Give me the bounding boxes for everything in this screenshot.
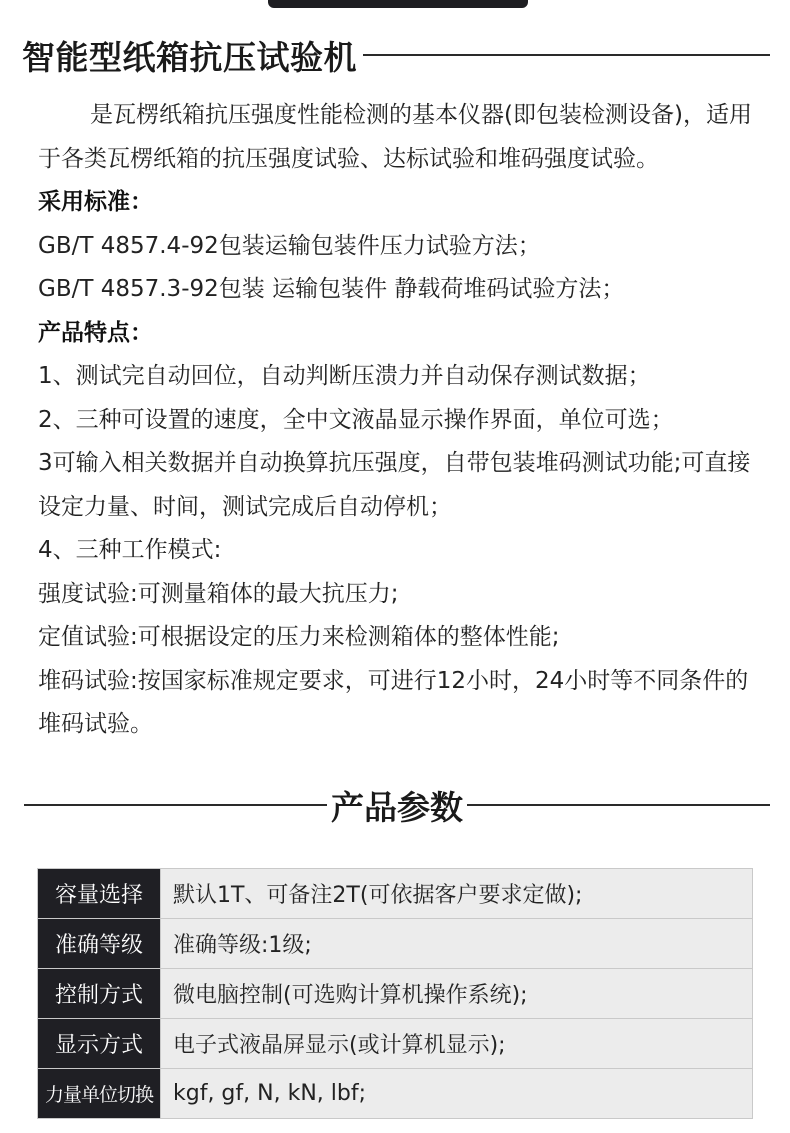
- feature-item: 4、三种工作模式:: [38, 537, 222, 563]
- feature-item: 3可输入相关数据并自动换算抗压强度，自带包装堆码测试功能;可直接设定力量、时间，测试完成后自动停机；: [38, 450, 751, 520]
- spec-value: kgf, gf, N, kN, lbf;: [161, 1069, 753, 1119]
- table-row: [38, 1019, 753, 1069]
- feature-item: 堆码试验:按国家标准规定要求，可进行12小时，24小时等不同条件的堆码试验。: [38, 667, 749, 737]
- features-label: 产品特点：: [38, 319, 153, 346]
- spec-value: 电子式液晶屏显示(或计算机显示);: [161, 1019, 753, 1069]
- params-header: [24, 780, 770, 830]
- spec-table: [37, 868, 753, 1119]
- spec-key: 显示方式: [38, 1019, 161, 1069]
- spec-value: 准确等级:1级;: [161, 919, 753, 969]
- feature-item: 定值试验:可根据设定的压力来检测箱体的整体性能;: [38, 624, 560, 650]
- spec-key: 力量单位切换: [38, 1069, 161, 1119]
- params-right-divider: [467, 804, 770, 806]
- feature-item: 1、测试完自动回位，自动判断压溃力并自动保存测试数据；: [38, 363, 651, 389]
- standard-item: GB/T 4857.4-92包装运输包装件压力试验方法；: [38, 232, 541, 259]
- spec-key: 容量选择: [38, 869, 161, 919]
- spec-key: 准确等级: [38, 919, 161, 969]
- section-header: [22, 30, 770, 80]
- top-tab-bar: [268, 0, 528, 8]
- title-divider-line: [363, 54, 770, 56]
- spec-key: 控制方式: [38, 969, 161, 1019]
- standards-label: 采用标准：: [38, 189, 153, 215]
- product-description: [38, 94, 760, 747]
- table-row: [38, 869, 753, 919]
- section-title: 智能型纸箱抗压试验机: [22, 37, 357, 77]
- table-row: [38, 969, 753, 1019]
- params-title: 产品参数: [331, 787, 463, 827]
- table-row: [38, 1069, 753, 1119]
- feature-item: 强度试验:可测量箱体的最大抗压力;: [38, 580, 399, 607]
- spec-value: 微电脑控制(可选购计算机操作系统);: [161, 969, 753, 1019]
- spec-value: 默认1T、可备注2T(可依据客户要求定做);: [161, 869, 753, 919]
- standard-item: GB/T 4857.3-92包装 运输包装件 静载荷堆码试验方法；: [38, 276, 625, 302]
- intro-paragraph: 是瓦楞纸箱抗压强度性能检测的基本仪器(即包装检测设备)，适用于各类瓦楞纸箱的抗压强度试验、达标试验和堆码强度试验。: [38, 102, 752, 172]
- params-left-divider: [24, 804, 327, 806]
- feature-item: 2、三种可设置的速度，全中文液晶显示操作界面，单位可选；: [38, 406, 674, 433]
- table-row: [38, 919, 753, 969]
